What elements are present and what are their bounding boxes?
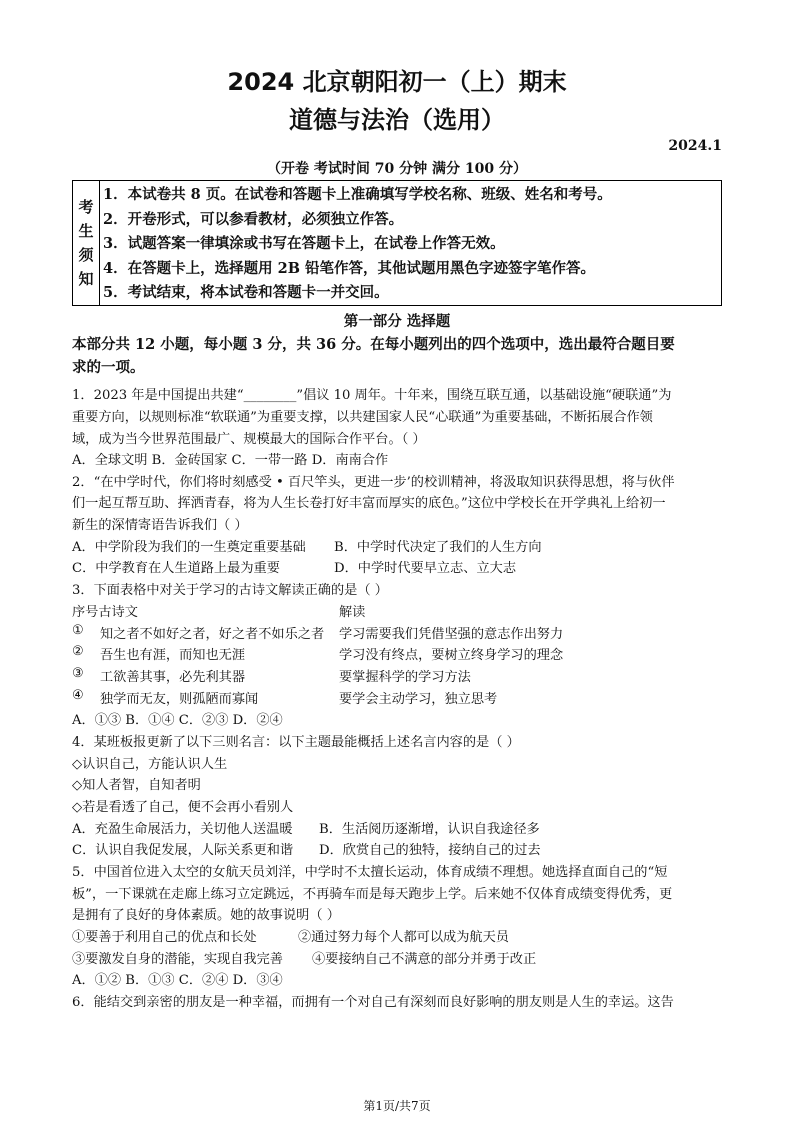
table-row-poem: 工欲善其事，必先利其器 — [100, 670, 246, 685]
table-row-number: ② — [72, 644, 84, 659]
notice-list — [103, 183, 612, 306]
table-row-reading: 要学会主动学习，独立思考 — [339, 692, 498, 707]
table-header-poem: 序号古诗文 — [72, 605, 138, 620]
notice-label-char: 考 — [78, 198, 94, 216]
question-4-stem: 4．某班板报更新了以下三则名言：以下主题最能概括上述名言内容的是（ ） — [72, 735, 520, 750]
question-2-stem: 2．“在中学时代，你们将时刻感受 • 百尺竿头，更进一步’的校训精神，将汲取知识获得思想，将与伙伴 — [72, 475, 675, 490]
question-5-stem: 是拥有了良好的身体素质。她的故事说明（ ） — [72, 908, 340, 923]
question-3-options: A．①③ B．①④ C．②③ D．②④ — [72, 713, 283, 728]
candidate-notice-box — [72, 180, 722, 306]
statement-1: ①要善于利用自己的优点和长处 — [72, 930, 257, 945]
table-row-poem: 独学而无友，则孤陋而寡闻 — [100, 692, 259, 707]
page-number: 第1页/共7页 — [363, 1099, 431, 1113]
question-3-stem: 3．下面表格中对关于学习的古诗文解读正确的是（ ） — [72, 583, 388, 598]
quote-item: ◇认识自己，方能认识人生 — [72, 757, 228, 772]
exam-title: 2024 北京朝阳初一（上）期末 — [227, 68, 567, 96]
statement-4: ④要接纳自己不满意的部分并勇于改正 — [312, 952, 537, 967]
question-1-options: A．全球文明 B．金砖国家 C．一带一路 D．南南合作 — [72, 453, 389, 468]
table-row-poem: 吾生也有涯，而知也无涯 — [100, 648, 246, 663]
section-description-line: 本部分共 12 小题，每小题 3 分，共 36 分。在每小题列出的四个选项中，选出最符合题目要 — [72, 336, 675, 353]
table-header-reading: 解读 — [339, 605, 366, 620]
question-2-option-a: A．中学阶段为我们的一生奠定重要基础 — [72, 540, 306, 555]
question-4-option-d: D．欣赏自己的独特，接纳自己的过去 — [319, 843, 541, 858]
notice-item: 2．开卷形式，可以参看教材，必须独立作答。 — [103, 210, 404, 228]
question-1-stem: 重要方向，以规则标准“软联通”为重要支撑，以共建国家人民“心联通”为重要基础，不断拓展合作领 — [72, 410, 653, 425]
question-4-option-b: B．生活阅历逐渐增，认识自我途径多 — [319, 822, 540, 837]
table-row-number: ① — [72, 623, 84, 638]
table-row-number: ③ — [72, 666, 84, 681]
quote-item: ◇若是看透了自己，便不会再小看别人 — [72, 800, 294, 815]
question-5-stem: 板”，一下课就在走廊上练习立定跳远，不再骑车而是每天跑步上学。后来她不仅体育成绩变得优秀，更 — [72, 887, 673, 902]
question-4-option-c: C．认识自我促发展，人际关系更和谐 — [72, 843, 294, 858]
exam-date: 2024.1 — [668, 138, 722, 154]
statement-3: ③要激发自身的潜能，实现自我完善 — [72, 952, 283, 967]
table-row-poem: 知之者不如好之者，好之者不如乐之者 — [100, 627, 325, 642]
question-1-stem: 域，成为当今世界范围最广、规模最大的国际合作平台。（ ） — [72, 432, 426, 447]
table-row-number: ④ — [72, 688, 84, 703]
question-2-option-d: D．中学时代要早立志、立大志 — [334, 561, 517, 576]
notice-label-char: 须 — [78, 246, 94, 264]
notice-item: 3．试题答案一律填涂或书写在答题卡上，在试卷上作答无效。 — [103, 235, 505, 252]
notice-label-char: 生 — [78, 222, 94, 240]
table-row-reading: 要掌握科学的学习方法 — [339, 670, 471, 685]
notice-item: 5．考试结束，将本试卷和答题卡一并交回。 — [103, 284, 389, 301]
exam-subject: 道德与法治（选用） — [289, 106, 505, 134]
question-4-option-a: A．充盈生命展活力，关切他人送温暖 — [72, 822, 293, 837]
notice-item: 4．在答题卡上，选择题用 2B 铅笔作答，其他试题用黑色字迹签字笔作答。 — [103, 259, 596, 277]
question-1-stem: 1．2023 年是中国提出共建“________”倡议 10 周年。十年来，围绕互联互通，以基础设施“硬联通”为 — [72, 388, 672, 403]
question-2-stem: 新生的深情寄语告诉我们（ ） — [72, 518, 248, 533]
question-2-option-b: B．中学时代决定了我们的人生方向 — [334, 540, 542, 555]
section-description-line: 求的一项。 — [72, 359, 145, 376]
statement-2: ②通过努力每个人都可以成为航天员 — [298, 930, 509, 945]
table-row-reading: 学习需要我们凭借坚强的意志作出努力 — [339, 627, 564, 642]
notice-label-char: 知 — [78, 270, 94, 288]
question-6-stem: 6．能结交到亲密的朋友是一种幸福，而拥有一个对自己有深刻而良好影响的朋友则是人生的幸运。这告 — [72, 995, 674, 1010]
question-5-options: A．①② B．①③ C．②④ D．③④ — [72, 973, 283, 988]
question-2-option-c: C．中学教育在人生道路上最为重要 — [72, 561, 280, 576]
exam-info: （开卷 考试时间 70 分钟 满分 100 分） — [267, 161, 527, 177]
notice-item: 1．本试卷共 8 页。在试卷和答题卡上准确填写学校名称、班级、姓名和考号。 — [103, 186, 612, 203]
section-title: 第一部分 选择题 — [343, 313, 451, 330]
table-row-reading: 学习没有终点，要树立终身学习的理念 — [339, 648, 564, 663]
notice-label — [73, 181, 100, 305]
quote-item: ◇知人者智，自知者明 — [72, 778, 201, 793]
question-2-stem: 们一起互帮互助、挥洒青春，将为人生长卷打好丰富而厚实的底色。”这位中学校长在开学典礼上给初一 — [72, 496, 666, 511]
question-5-stem: 5．中国首位进入太空的女航天员刘洋，中学时不太擅长运动，体育成绩不理想。她选择直面自己的“短 — [72, 865, 668, 880]
